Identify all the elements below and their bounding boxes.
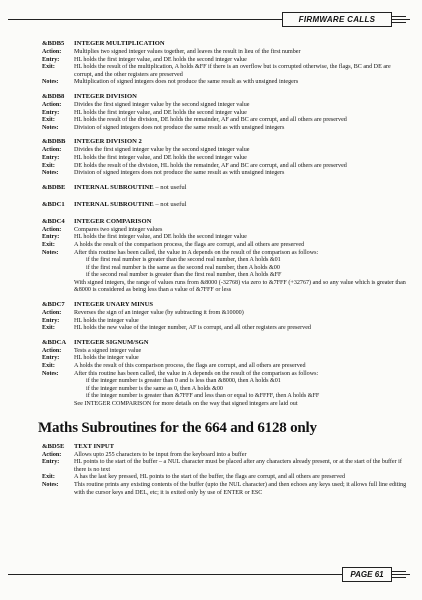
- notes-extra: See INTEGER COMPARISON for more details on the way that signed integers are laid out: [74, 401, 298, 407]
- row-label: Action:: [42, 49, 62, 55]
- entry-row: [42, 79, 410, 87]
- row-text: HL holds the first integer value, and DE holds the second integer value: [74, 56, 247, 63]
- row-text: A has the last key pressed, HL points to the start of the buffer, the flags are corrupt, and all others are preserved: [74, 474, 346, 481]
- entry-name: TEXT INPUT: [74, 442, 115, 450]
- row-label: Exit:: [42, 117, 55, 124]
- page-number: PAGE 61: [342, 567, 392, 582]
- row-label: Exit:: [42, 474, 55, 481]
- row-label: Entry:: [42, 234, 60, 241]
- row-text: [74, 250, 410, 296]
- row-text: HL holds the integer value: [74, 317, 139, 324]
- entry-code: &BDB8: [42, 92, 65, 100]
- entry-title: [42, 40, 410, 48]
- entry-title: [42, 301, 410, 309]
- entry-row: [42, 250, 410, 296]
- entry-row: [42, 363, 410, 371]
- row-text: Division of signed integers does not produce the same result as with unsigned integers: [74, 124, 285, 131]
- entry-row: [42, 234, 410, 242]
- row-text: HL holds the first integer value, and DE holds the second integer value: [74, 234, 247, 241]
- page-content: [38, 40, 410, 503]
- entry-row: [42, 102, 410, 110]
- entry-name: INTERNAL SUBROUTINE: [74, 200, 154, 208]
- header-tick: [392, 19, 406, 20]
- row-text: Multiplication of signed integers does not produce the same result as with unsigned integers: [74, 79, 299, 86]
- row-label: Exit:: [42, 241, 55, 248]
- row-text: Divides the first signed integer value by the second signed integer value: [74, 101, 250, 108]
- notes-text: After this routine has been called, the value in A depends on the result of the comparison as follows:: [74, 249, 319, 256]
- entry-row: [42, 242, 410, 250]
- entry-row: [42, 355, 410, 363]
- entry-title: [42, 138, 410, 146]
- entry-name: INTEGER SIGNUM/SGN: [74, 338, 149, 346]
- entry-row: [42, 325, 410, 333]
- entry-internal-subroutine: [42, 184, 410, 192]
- entry-row: [42, 155, 410, 163]
- entry: [42, 40, 410, 87]
- row-text: DE holds the result of the division, HL holds the remainder, AF and BC are corrupt, and all others are preserved: [74, 162, 347, 169]
- row-label: Exit:: [42, 162, 55, 169]
- row-text: A holds the result of the comparison process, the flags are corrupt, and all others are preserved: [74, 241, 305, 248]
- entry-code: &BDBE: [42, 183, 66, 191]
- entry: [42, 138, 410, 177]
- row-text: HL points to the start of the buffer – a NUL character must be placed after any characters already present, or at the start of the buffer if there is no text: [74, 459, 402, 473]
- row-text: HL holds the first integer value, and DE holds the second integer value: [74, 154, 247, 161]
- row-label: Entry:: [42, 56, 60, 63]
- row-text: A holds the result of this comparison process, the flags are corrupt, and all others are preserved: [74, 363, 306, 370]
- row-label: Exit:: [42, 325, 55, 332]
- entry-row: [42, 348, 410, 356]
- entry-integer-comparison: [42, 218, 410, 295]
- row-label: Action:: [42, 226, 62, 233]
- footer-tick: [392, 571, 406, 572]
- row-label: Exit:: [42, 64, 55, 71]
- entry-row: [42, 371, 410, 409]
- row-text: Multiplies two signed integer values together, and leaves the result in lieu of the first number: [74, 49, 301, 55]
- short-entry-list: [42, 184, 410, 209]
- entry: [42, 93, 410, 132]
- header-tick: [392, 16, 406, 17]
- entry-row: [42, 147, 410, 155]
- entry-code: &BDC7: [42, 301, 65, 309]
- row-text: Compares two signed integer values: [74, 226, 163, 233]
- entry-name: INTEGER UNARY MINUS: [74, 301, 154, 309]
- row-label: Action:: [42, 451, 62, 458]
- row-label: Notes:: [42, 124, 59, 131]
- case-line: if the integer number is greater than 0 and is less than &8000, then A holds &01: [86, 378, 281, 385]
- header-tick: [392, 22, 406, 23]
- header-title: FIRMWARE CALLS: [282, 12, 392, 27]
- case-line: if the integer number is the same as 0, then A holds &00: [86, 385, 223, 392]
- row-text: This routine prints any existing contents of the buffer (upto the NUL character) and then echoes any keys used; it allows full line editing with the cursor keys and DEL, etc; it is exited only by use of ENTER or ESC: [74, 481, 407, 496]
- entry-code: &BDC1: [42, 200, 65, 208]
- row-text: HL holds the first integer value, and DE holds the second integer value: [74, 109, 247, 116]
- row-text: HL holds the result of the division, DE holds the remainder, AF and BC are corrupt, and all others are preserved: [74, 117, 347, 124]
- row-text: HL holds the new value of the integer number, AF is corrupt, and all other registers are preserved: [74, 325, 311, 332]
- row-label: Entry:: [42, 459, 60, 466]
- entry-row: [42, 163, 410, 171]
- row-label: Action:: [42, 147, 62, 154]
- entry-name: INTEGER MULTIPLICATION: [74, 40, 165, 47]
- row-label: Entry:: [42, 109, 60, 116]
- row-text: Tests a signed integer value: [74, 347, 142, 354]
- entry-note: – not useful: [155, 200, 187, 208]
- entry-list: [42, 40, 410, 178]
- row-label: Notes:: [42, 170, 59, 177]
- entry-row: [42, 64, 410, 79]
- entry-row: [42, 170, 410, 178]
- case-line: if the second real number is greater than the first real number, then A holds &FF: [86, 272, 282, 279]
- entry-internal-subroutine: [42, 201, 410, 209]
- entry-code: &BDBB: [42, 138, 66, 146]
- footer-tick: [392, 574, 406, 575]
- entry-title: [42, 218, 410, 226]
- row-text: [74, 371, 410, 409]
- row-label: Entry:: [42, 154, 60, 161]
- entry-name: INTEGER DIVISION 2: [74, 138, 142, 146]
- footer-tick: [392, 577, 406, 578]
- entry: [42, 443, 410, 498]
- notes-extra: With signed integers, the range of values runs from &8000 (-32768) via zero to &7FFF (+32767) and so any value which is greater than &8000 is considered as being less than a value of &7FFF or less: [74, 279, 406, 294]
- row-label: Action:: [42, 310, 62, 317]
- row-label: Entry:: [42, 355, 60, 362]
- notes-text: After this routine has been called, the value in A depends on the result of the comparison as follows:: [74, 370, 319, 377]
- entry-list: [42, 301, 410, 333]
- entry-code: &BDC4: [42, 217, 65, 225]
- row-text: HL holds the result of the multiplication, A holds &FF if there is an overflow but is corrupted otherwise, the flags, BC and DE are corrupt, and the other registers are preserved: [74, 64, 391, 78]
- case-line: if the first real number is greater than the second real number, then A holds &01: [86, 257, 281, 264]
- entry-row: [42, 482, 410, 497]
- entry-row: [42, 459, 410, 474]
- entry-name: INTEGER COMPARISON: [74, 217, 152, 225]
- row-label: Notes:: [42, 79, 59, 86]
- entry-title: [42, 93, 410, 101]
- entry-row: [42, 117, 410, 125]
- entry-row: [42, 474, 410, 482]
- row-label: Action:: [42, 347, 62, 354]
- entry-row: [42, 49, 410, 57]
- entry-list: [42, 443, 410, 498]
- row-label: Exit:: [42, 363, 55, 370]
- case-line: if the first real number is the same as the second real number, then A holds &00: [86, 264, 280, 271]
- row-text: Division of signed integers does not produce the same result as with unsigned integers: [74, 170, 285, 177]
- entry: [42, 301, 410, 333]
- entry-code: &BD5E: [42, 442, 65, 450]
- row-text: Allows upto 255 characters to be input from the keyboard into a buffer: [74, 451, 247, 458]
- row-label: Notes:: [42, 370, 59, 377]
- row-label: Notes:: [42, 481, 59, 488]
- entry-code: &BDCA: [42, 338, 67, 346]
- row-text: HL holds the integer value: [74, 355, 139, 362]
- case-line: if the integer number is greater than &7FFF and less than or equal to &FFFF, then A holds &FF: [86, 393, 320, 400]
- entry-note: – not useful: [155, 183, 187, 191]
- entry-row: [42, 125, 410, 133]
- row-text: Divides the first signed integer value by the second signed integer value: [74, 147, 250, 154]
- row-label: Notes:: [42, 249, 59, 256]
- entry-title: [42, 339, 410, 347]
- section-heading: Maths Subroutines for the 664 and 6128 only: [38, 419, 317, 436]
- entry-code: &BDB5: [42, 40, 65, 47]
- entry-row: [42, 310, 410, 318]
- entry-integer-signum: [42, 339, 410, 409]
- entry-name: INTEGER DIVISION: [74, 92, 137, 100]
- entry-name: INTERNAL SUBROUTINE: [74, 183, 154, 191]
- row-text: Reverses the sign of an integer value (by subtracting it from &10000): [74, 310, 244, 317]
- row-label: Action:: [42, 101, 62, 108]
- row-label: Entry:: [42, 317, 60, 324]
- entry-title: [42, 443, 410, 451]
